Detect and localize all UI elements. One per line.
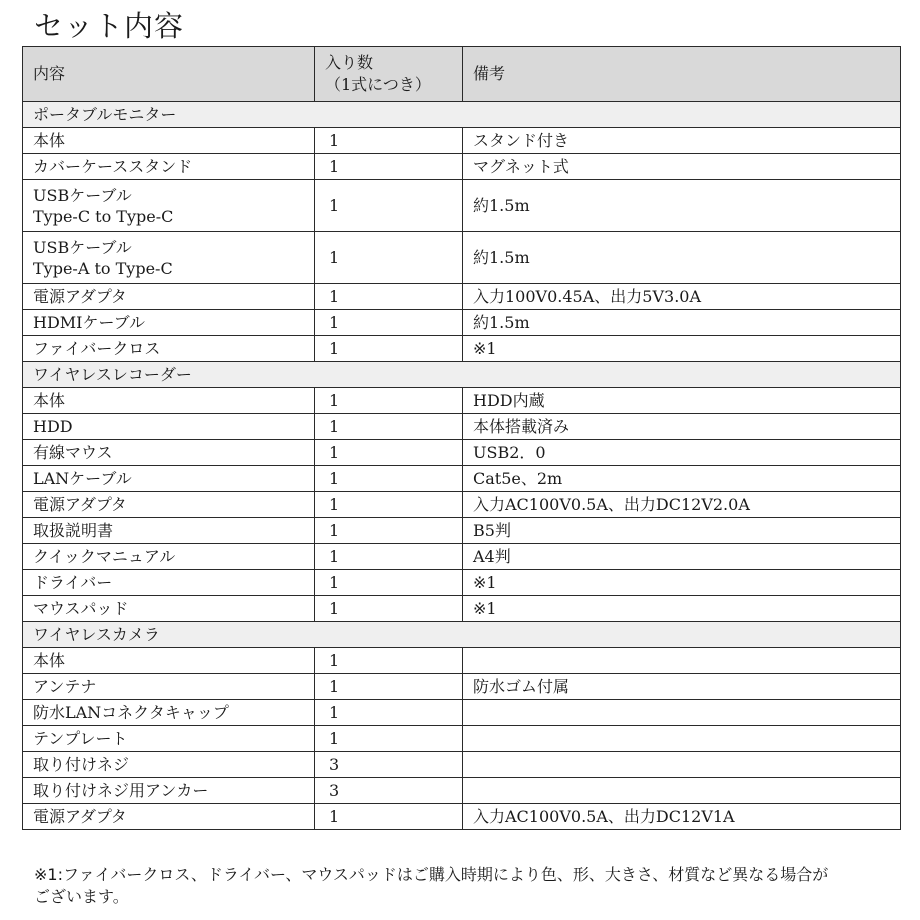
table-row	[23, 232, 901, 284]
qty-cell: 1	[315, 492, 463, 518]
qty-cell: 3	[315, 752, 463, 778]
qty-cell: 1	[315, 804, 463, 830]
remarks-cell: ※1	[463, 570, 901, 596]
item-cell	[23, 752, 315, 778]
item-name: Type-A to Type-C	[33, 258, 173, 278]
qty-cell: 1	[315, 336, 463, 362]
table-row	[23, 778, 901, 804]
item-cell	[23, 804, 315, 830]
qty-cell: 1	[315, 388, 463, 414]
remarks-cell: 入力AC100V0.5A、出力DC12V1A	[463, 804, 901, 830]
remarks-cell: A4判	[463, 544, 901, 570]
remarks-cell: 約1.5m	[463, 180, 901, 232]
table-row	[23, 180, 901, 232]
remarks-cell: スタンド付き	[463, 128, 901, 154]
table-row	[23, 310, 901, 336]
section-row	[23, 362, 901, 388]
table-row	[23, 466, 901, 492]
qty-cell: 1	[315, 154, 463, 180]
remarks-cell: USB2．0	[463, 440, 901, 466]
remarks-cell: マグネット式	[463, 154, 901, 180]
item-name: 有線マウス	[33, 443, 113, 462]
item-cell	[23, 310, 315, 336]
item-name: 電源アダプタ	[33, 807, 127, 826]
qty-cell: 1	[315, 726, 463, 752]
item-name: クイックマニュアル	[33, 547, 176, 566]
table-body	[23, 102, 901, 830]
page-title: セット内容	[34, 9, 185, 43]
table-row	[23, 440, 901, 466]
set-contents-table	[22, 46, 901, 830]
remarks-cell: HDD内蔵	[463, 388, 901, 414]
qty-cell: 1	[315, 284, 463, 310]
item-name: 防水LANコネクタキャップ	[33, 703, 229, 722]
qty-cell: 1	[315, 518, 463, 544]
table-row	[23, 414, 901, 440]
header-item: 内容	[23, 47, 315, 102]
remarks-cell: 本体搭載済み	[463, 414, 901, 440]
remarks-cell: B5判	[463, 518, 901, 544]
item-name: ファイバークロス	[33, 339, 161, 358]
qty-cell: 1	[315, 180, 463, 232]
item-name: Type-C to Type-C	[33, 206, 174, 226]
qty-cell: 1	[315, 232, 463, 284]
item-name: 取り付けネジ	[33, 755, 130, 774]
item-name: カバーケーススタンド	[33, 157, 193, 176]
item-name: 取扱説明書	[33, 521, 114, 540]
item-cell	[23, 648, 315, 674]
qty-cell: 1	[315, 674, 463, 700]
table-row	[23, 726, 901, 752]
remarks-cell: Cat5e、2m	[463, 466, 901, 492]
section-title: ポータブルモニター	[23, 102, 901, 128]
table-row	[23, 518, 901, 544]
remarks-cell	[463, 778, 901, 804]
table-row	[23, 596, 901, 622]
section-row	[23, 102, 901, 128]
table-row	[23, 284, 901, 310]
item-cell	[23, 128, 315, 154]
item-cell	[23, 440, 315, 466]
remarks-cell	[463, 700, 901, 726]
qty-cell: 3	[315, 778, 463, 804]
header-qty	[315, 47, 463, 102]
item-name: USBケーブル	[33, 185, 132, 205]
qty-cell: 1	[315, 440, 463, 466]
header-remarks: 備考	[463, 47, 901, 102]
remarks-cell: 約1.5m	[463, 232, 901, 284]
qty-cell: 1	[315, 700, 463, 726]
qty-cell: 1	[315, 414, 463, 440]
remarks-cell: ※1	[463, 596, 901, 622]
remarks-cell	[463, 648, 901, 674]
item-cell	[23, 388, 315, 414]
remarks-cell: ※1	[463, 336, 901, 362]
section-title: ワイヤレスレコーダー	[23, 362, 901, 388]
item-cell	[23, 180, 315, 232]
table-row	[23, 154, 901, 180]
table-row	[23, 336, 901, 362]
section-title: ワイヤレスカメラ	[23, 622, 901, 648]
table-row	[23, 570, 901, 596]
item-cell	[23, 466, 315, 492]
remarks-cell: 約1.5m	[463, 310, 901, 336]
qty-cell: 1	[315, 544, 463, 570]
item-name: HDMIケーブル	[33, 313, 146, 332]
table-row	[23, 544, 901, 570]
table-row	[23, 752, 901, 778]
item-cell	[23, 544, 315, 570]
item-name: 電源アダプタ	[33, 495, 127, 514]
remarks-cell: 防水ゴム付属	[463, 674, 901, 700]
footnote	[34, 864, 894, 908]
item-cell	[23, 674, 315, 700]
qty-cell: 1	[315, 570, 463, 596]
item-name: 取り付けネジ用アンカー	[33, 781, 209, 800]
remarks-cell: 入力AC100V0.5A、出力DC12V2.0A	[463, 492, 901, 518]
item-cell	[23, 232, 315, 284]
item-name: 本体	[33, 651, 66, 670]
qty-cell: 1	[315, 596, 463, 622]
footnote-line1: ※1:ファイバークロス、ドライバー、マウスパッドはご購入時期により色、形、大きさ、材質など異なる場合が	[34, 865, 829, 884]
section-row	[23, 622, 901, 648]
item-name: アンテナ	[33, 677, 97, 696]
qty-cell: 1	[315, 128, 463, 154]
remarks-cell	[463, 752, 901, 778]
item-cell	[23, 726, 315, 752]
table-row	[23, 674, 901, 700]
item-cell	[23, 284, 315, 310]
item-cell	[23, 778, 315, 804]
item-name: ドライバー	[33, 573, 113, 592]
item-cell	[23, 570, 315, 596]
table-row	[23, 648, 901, 674]
qty-cell: 1	[315, 466, 463, 492]
item-cell	[23, 596, 315, 622]
item-name: 電源アダプタ	[33, 287, 127, 306]
table-row	[23, 388, 901, 414]
remarks-cell	[463, 726, 901, 752]
qty-cell: 1	[315, 648, 463, 674]
item-cell	[23, 492, 315, 518]
item-cell	[23, 154, 315, 180]
item-cell	[23, 700, 315, 726]
table-row	[23, 128, 901, 154]
table-row	[23, 492, 901, 518]
item-name: 本体	[33, 131, 66, 150]
item-name: HDD	[33, 417, 73, 436]
table-header-row	[23, 47, 901, 102]
qty-cell: 1	[315, 310, 463, 336]
table-row	[23, 700, 901, 726]
header-qty-line1: 入り数	[325, 53, 374, 72]
item-cell	[23, 518, 315, 544]
item-name: テンプレート	[33, 729, 128, 748]
item-name: マウスパッド	[33, 599, 129, 618]
item-name: 本体	[33, 391, 66, 410]
header-qty-line2: （1式につき）	[325, 75, 431, 94]
table-row	[23, 804, 901, 830]
item-name: LANケーブル	[33, 469, 132, 488]
item-name: USBケーブル	[33, 237, 132, 257]
item-cell	[23, 336, 315, 362]
item-cell	[23, 414, 315, 440]
remarks-cell: 入力100V0.45A、出力5V3.0A	[463, 284, 901, 310]
footnote-line2: ございます。	[34, 887, 129, 906]
